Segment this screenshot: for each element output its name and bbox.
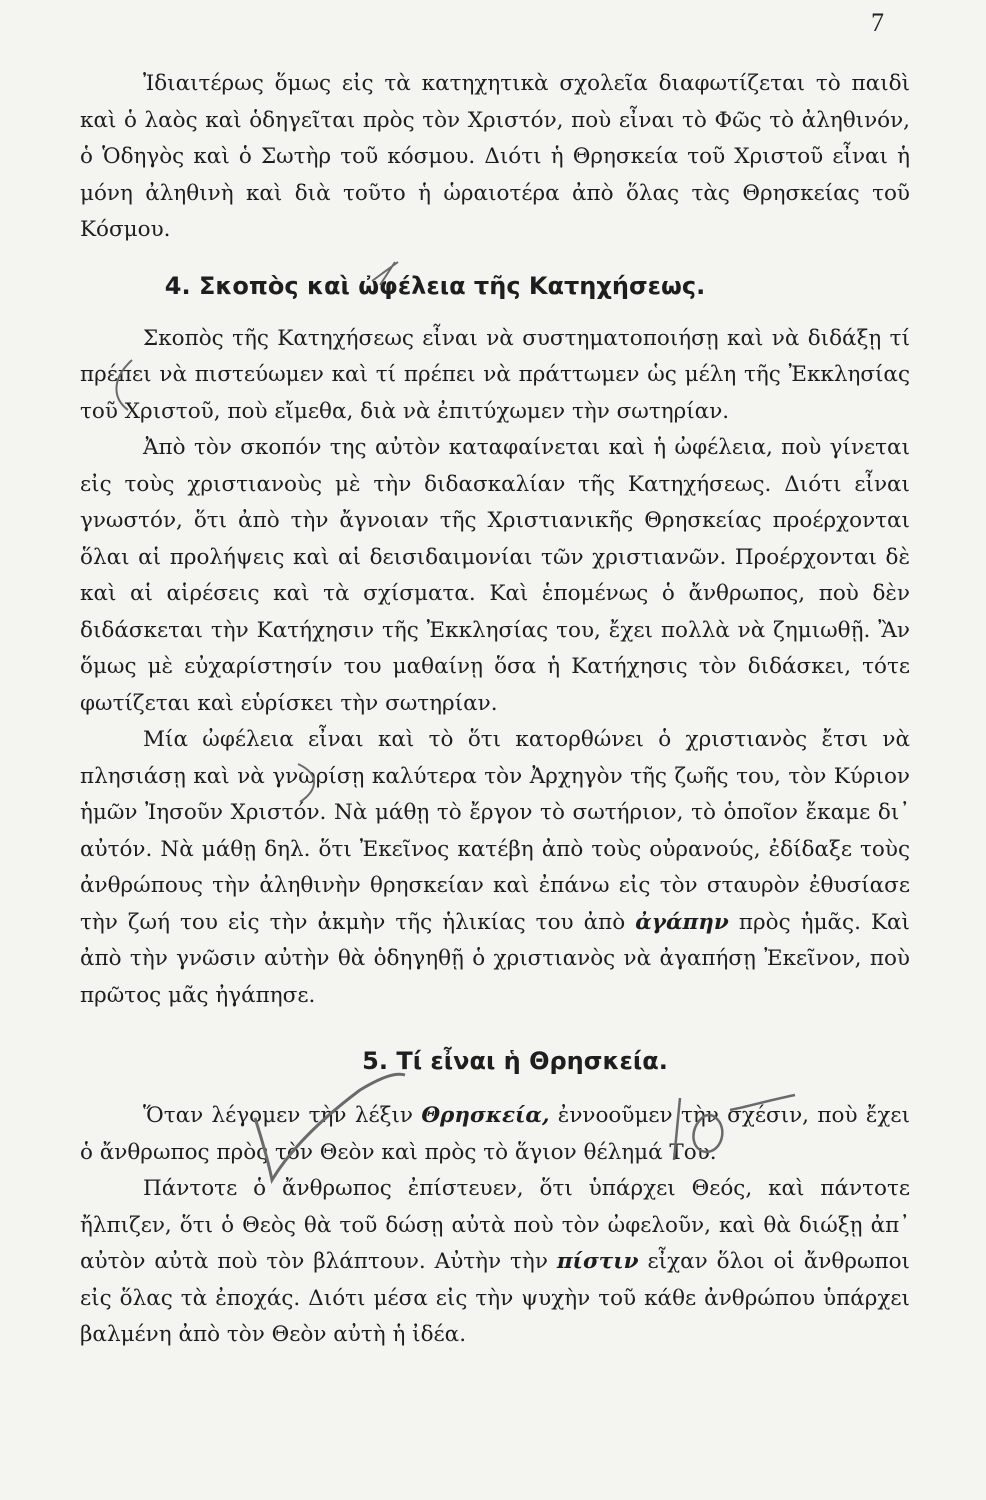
- section-5-paragraph-1: [80, 1098, 910, 1171]
- paragraph-text: Μία ὠφέλεια εἶναι καὶ τὸ ὅτι κατορθώνει ὁ χριστιανὸς ἔτσι νὰ πλησιάσῃ καὶ νὰ γνωρίσῃ καλύτερα τὸν Ἀρχηγὸν τῆς ζωῆς του, τὸν Κύριον ἡμῶν Ἰησοῦν Χριστόν. Νὰ μάθῃ τὸ ἔργον τὸ σωτήριον, τὸ ὁποῖον ἔκαμε δι᾽ αὐτόν. Νὰ μάθῃ δηλ. ὅτι Ἐκεῖνος κατέβη ἀπὸ τοὺς οὐρανούς, ἐδίδαξε τοὺς ἀνθρώπους τὴν ἀληθινὴν θρησκείαν καὶ ἐπάνω εἰς τὸν σταυρὸν ἐθυσίασε τὴν ζωή του εἰς τὴν ἀκμὴν τῆς ἡλικίας του ἀπὸ: [80, 727, 910, 935]
- page-number: 7: [871, 8, 884, 37]
- section-4-paragraph-3: [80, 722, 910, 1014]
- section-heading-4: 4. Σκοπὸς καὶ ὠφέλεια τῆς Κατηχήσεως.: [164, 271, 706, 300]
- intro-paragraph: Ἰδιαιτέρως ὅμως εἰς τὰ κατηχητικὰ σχολεῖα διαφωτίζεται τὸ παιδὶ καὶ ὁ λαὸς καὶ ὁδηγεῖται πρὸς τὸν Χριστόν, ποὺ εἶναι τὸ Φῶς τὸ ἀληθινόν, ὁ Ὁδηγὸς καὶ ὁ Σωτὴρ τοῦ κόσμου. Διότι ἡ Θρησκεία τοῦ Χριστοῦ εἶναι ἡ μόνη ἀληθινὴ καὶ διὰ τοῦτο ἡ ὡραιοτέρα ἀπὸ ὅλας τὰς Θρησκείας τοῦ Κόσμου.: [80, 71, 910, 242]
- emphasized-word: ἀγάπην: [635, 909, 729, 935]
- section-4-paragraph-2: Ἀπὸ τὸν σκοπόν της αὐτὸν καταφαίνεται καὶ ἡ ὠφέλεια, ποὺ γίνεται εἰς τοὺς χριστιανοὺς μὲ τὴν διδασκαλίαν τῆς Κατηχήσεως. Διότι εἶναι γνωστόν, ὅτι ἀπὸ τὴν ἄγνοιαν τῆς Χριστιανικῆς Θρησκείας προέρχονται ὅλαι αἱ προλήψεις καὶ αἱ δεισιδαιμονίαι τῶν χριστιανῶν. Προέρχονται δὲ καὶ αἱ αἱρέσεις καὶ τὰ σχίσματα. Καὶ ἑπομένως ὁ ἄνθρωπος, ποὺ δὲν διδάσκεται τὴν Κατήχησιν τῆς Ἐκκλησίας του, ἔχει πολλὰ νὰ ζημιωθῇ. Ἂν ὅμως μὲ εὐχαρίστησίν του μαθαίνῃ ὅσα ἡ Κατήχησις τὸν διδάσκει, τότε φωτίζεται καὶ εὑρίσκει τὴν σωτηρίαν.: [80, 435, 910, 716]
- paragraph-text: ἐννοοῦμεν τὴν σχέσιν, ποὺ ἔχει ὁ ἄνθρωπος πρὸς τὸν Θεὸν καὶ πρὸς τὸ ἅγιον θέλημά Του.: [80, 1103, 910, 1165]
- paragraph-text: πρὸς ἡμᾶς. Καὶ ἀπὸ τὴν γνῶσιν αὐτὴν θὰ ὁδηγηθῇ ὁ χριστιανὸς νὰ ἀγαπήσῃ Ἐκεῖνον, ποὺ πρῶτος μᾶς ἠγάπησε.: [80, 909, 910, 1008]
- section-heading-5: 5. Τί εἶναι ἡ Θρησκεία.: [362, 1047, 668, 1075]
- emphasized-word: πίστιν: [556, 1249, 639, 1274]
- paragraph-text: Πάντοτε ὁ ἄνθρωπος ἐπίστευεν, ὅτι ὑπάρχει Θεός, καὶ πάντοτε ἤλπιζεν, ὅτι ὁ Θεὸς θὰ τοῦ δώσῃ αὐτὰ ποὺ τὸν ὠφελοῦν, καὶ θὰ διώξῃ ἀπ᾽ αὐτὸν αὐτὰ ποὺ τὸν βλάπτουν. Αὐτὴν τὴν: [80, 1176, 910, 1274]
- paragraph-text: Ὅταν λέγομεν τὴν λέξιν: [143, 1103, 422, 1128]
- page-body: [80, 66, 910, 1354]
- emphasized-word: Θρησκεία,: [421, 1103, 550, 1128]
- section-5-paragraph-2: [80, 1171, 910, 1354]
- section-4-paragraph-1: Σκοπὸς τῆς Κατηχήσεως εἶναι νὰ συστηματοποιήσῃ καὶ νὰ διδάξῃ τί πρέπει νὰ πιστεύωμεν καὶ τί πρέπει νὰ πράττωμεν ὡς μέλη τῆς Ἐκκλησίας τοῦ Χριστοῦ, ποὺ εἴμεθα, διὰ νὰ ἐπιτύχωμεν τὴν σωτηρίαν.: [80, 325, 910, 424]
- paragraph-text: εἶχαν ὅλοι οἱ ἄνθρωποι εἰς ὅλας τὰ ἐποχάς. Διότι μέσα εἰς τὴν ψυχὴν τοῦ κάθε ἀνθρώπου ὑπάρχει βαλμένη ἀπὸ τὸν Θεὸν αὐτὴ ἡ ἰδέα.: [80, 1249, 910, 1347]
